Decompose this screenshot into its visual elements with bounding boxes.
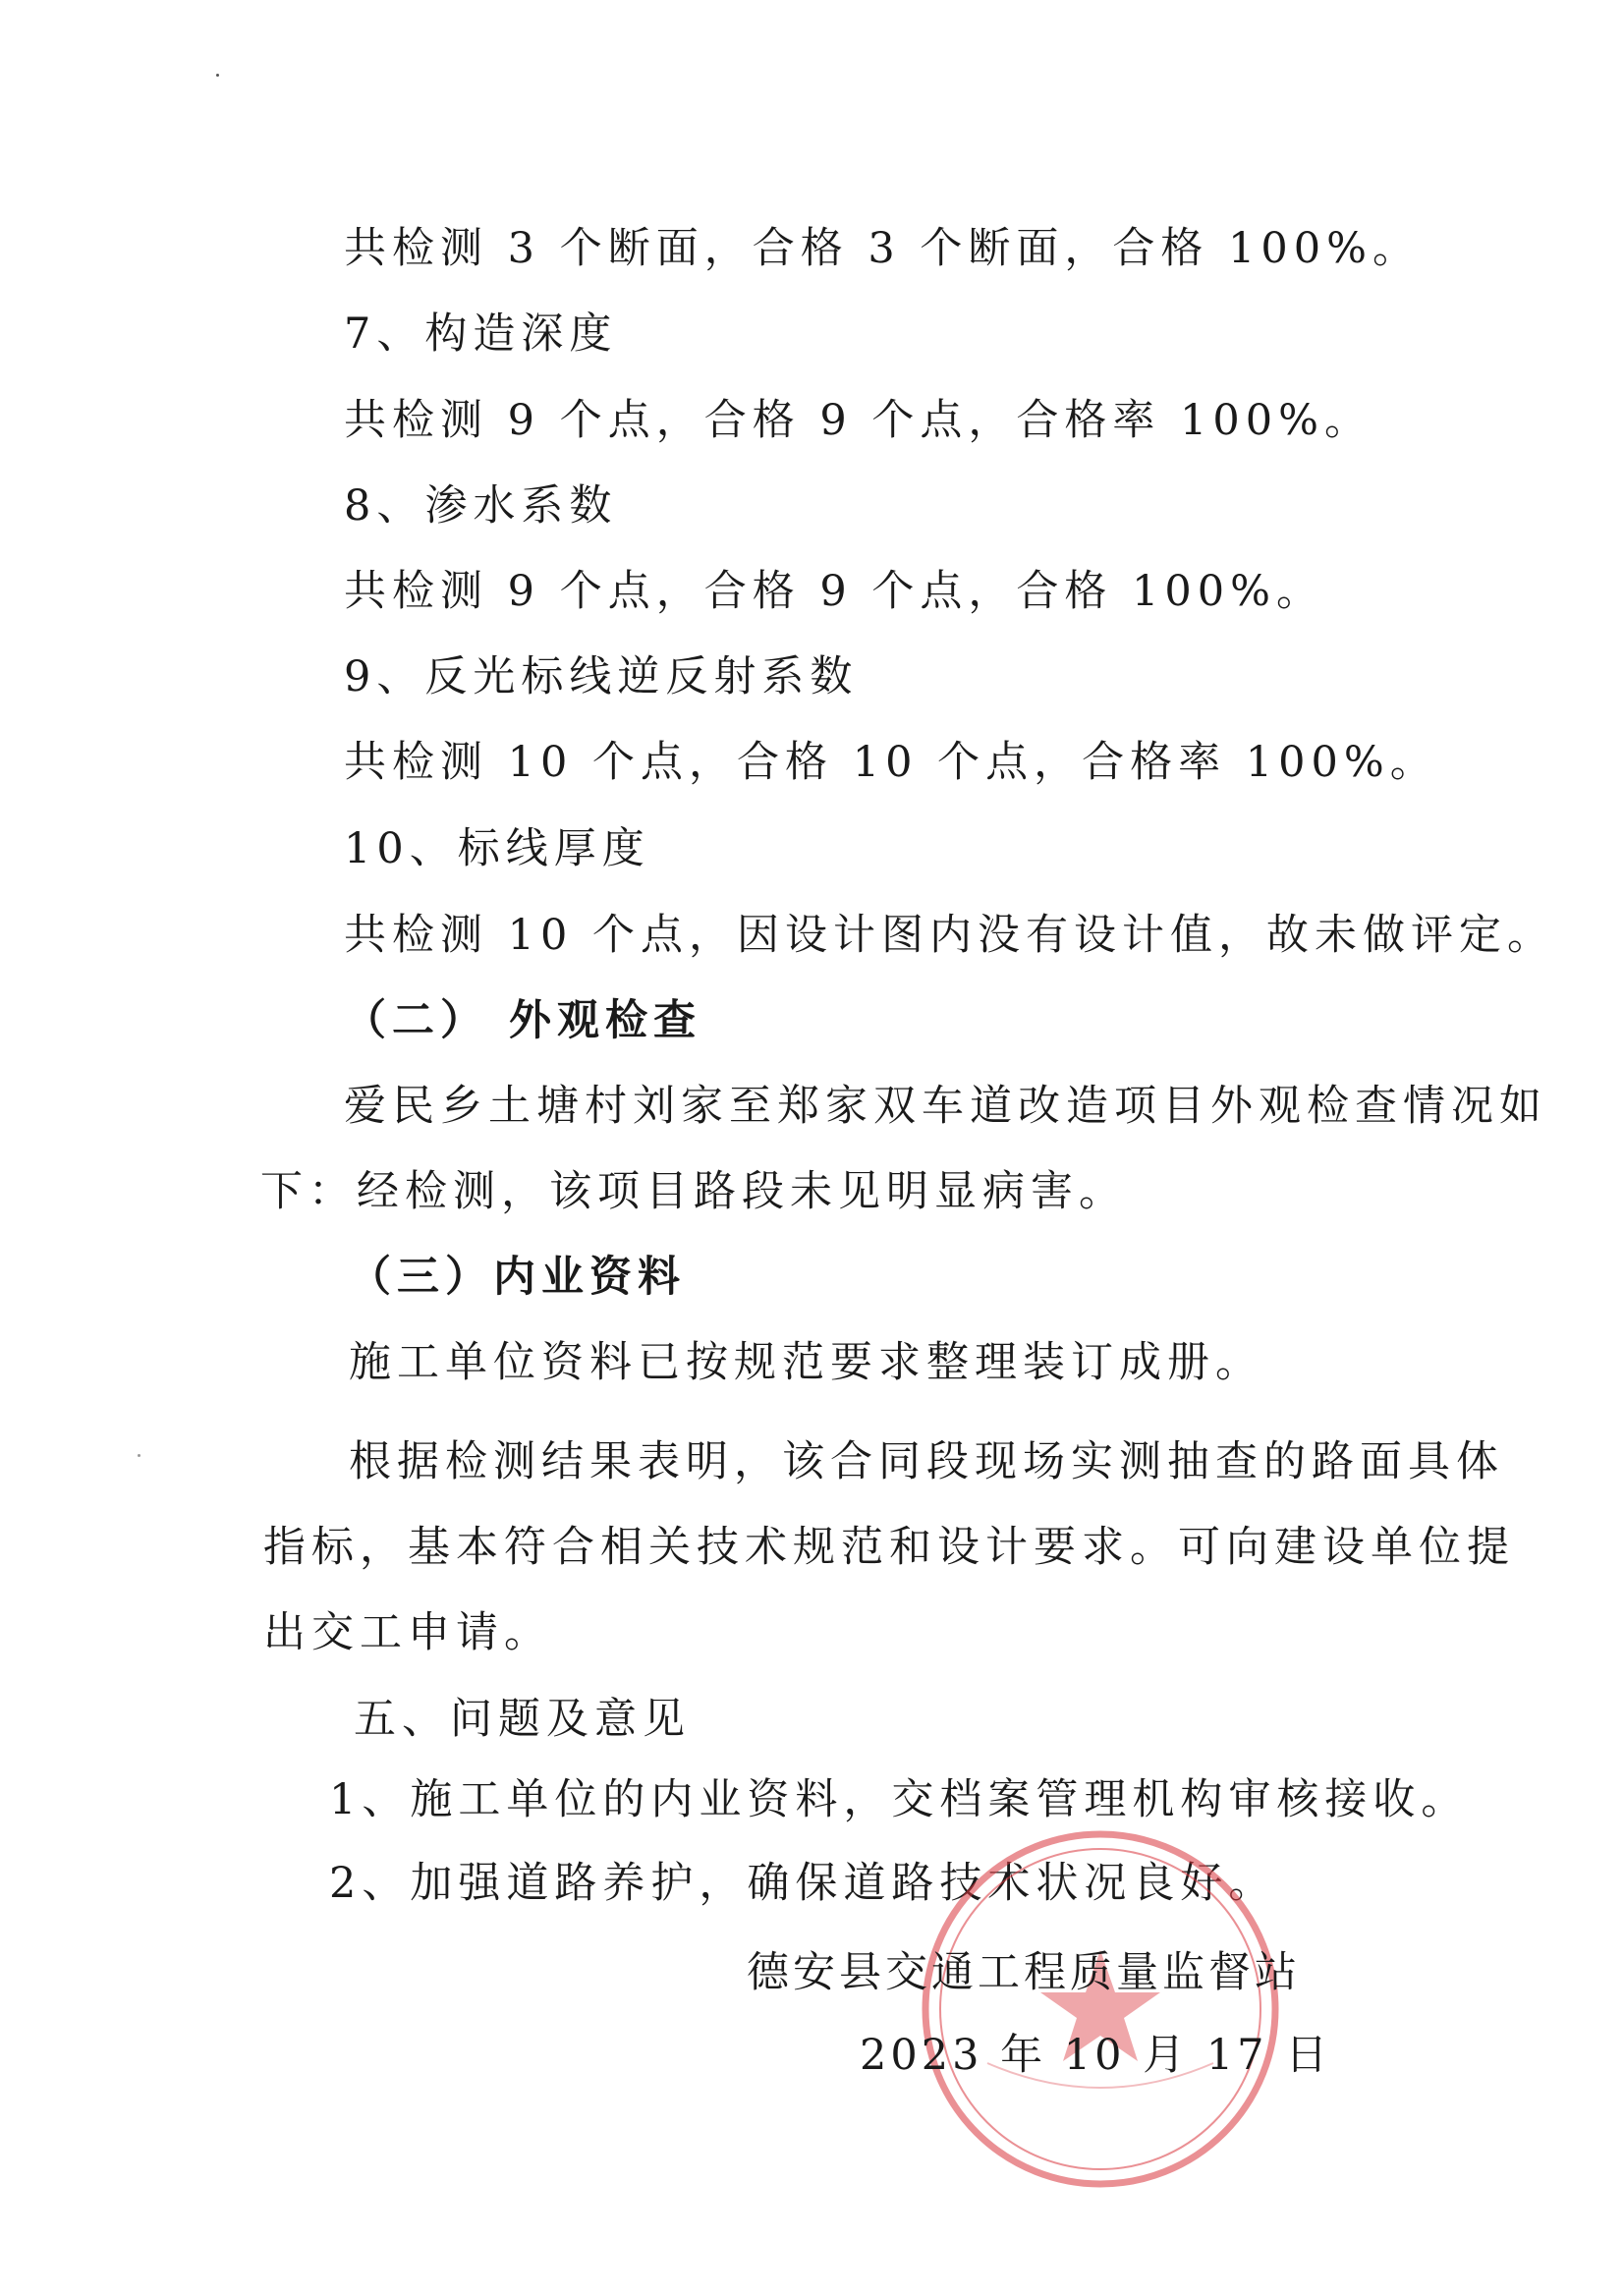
result-line-texture-depth: 共检测 9 个点，合格 9 个点，合格率 100%。: [344, 396, 1372, 445]
scan-speck: [216, 74, 219, 77]
scan-speck: [138, 1454, 140, 1457]
official-seal: [909, 1818, 1292, 2201]
section-heading-internal-data: （三）内业资料: [349, 1253, 686, 1302]
section-heading-issues: 五、问题及意见: [354, 1695, 691, 1744]
issue-item-1: 1、施工单位的内业资料，交档案管理机构审核接收。: [329, 1775, 1470, 1824]
item-heading-marking-thickness: 10、标线厚度: [344, 824, 650, 873]
item-heading-retroreflection: 9、反光标线逆反射系数: [344, 652, 859, 701]
signature-organization: 德安县交通工程质量监督站: [747, 1948, 1301, 1997]
paragraph-internal-data: 施工单位资料已按规范要求整理装订成册。: [349, 1338, 1263, 1387]
signature-date: 2023 年 10 月 17 日: [860, 2031, 1332, 2080]
result-line-marking-thickness: 共检测 10 个点，因设计图内没有设计值，故未做评定。: [344, 911, 1556, 960]
result-line-sections: 共检测 3 个断面，合格 3 个断面，合格 100%。: [344, 224, 1421, 273]
result-line-retroreflection: 共检测 10 个点，合格 10 个点，合格率 100%。: [344, 738, 1438, 787]
paragraph-appearance-line-1: 爱民乡土塘村刘家至郑家双车道改造项目外观检查情况如: [344, 1082, 1547, 1131]
result-line-permeability: 共检测 9 个点，合格 9 个点，合格 100%。: [344, 567, 1324, 616]
paragraph-conclusion-line-1: 根据检测结果表明，该合同段现场实测抽查的路面具体: [349, 1437, 1504, 1486]
paragraph-conclusion-line-2: 指标，基本符合相关技术规范和设计要求。可向建设单位提: [263, 1523, 1515, 1572]
paragraph-conclusion-line-3: 出交工申请。: [263, 1608, 552, 1657]
item-heading-texture-depth: 7、构造深度: [344, 309, 618, 359]
paragraph-appearance-line-2: 下：经检测，该项目路段未见明显病害。: [260, 1167, 1127, 1216]
item-heading-permeability: 8、渗水系数: [344, 481, 618, 531]
section-heading-appearance: （二） 外观检查: [344, 996, 701, 1045]
issue-item-2: 2、加强道路养护，确保道路技术状况良好。: [329, 1859, 1277, 1908]
